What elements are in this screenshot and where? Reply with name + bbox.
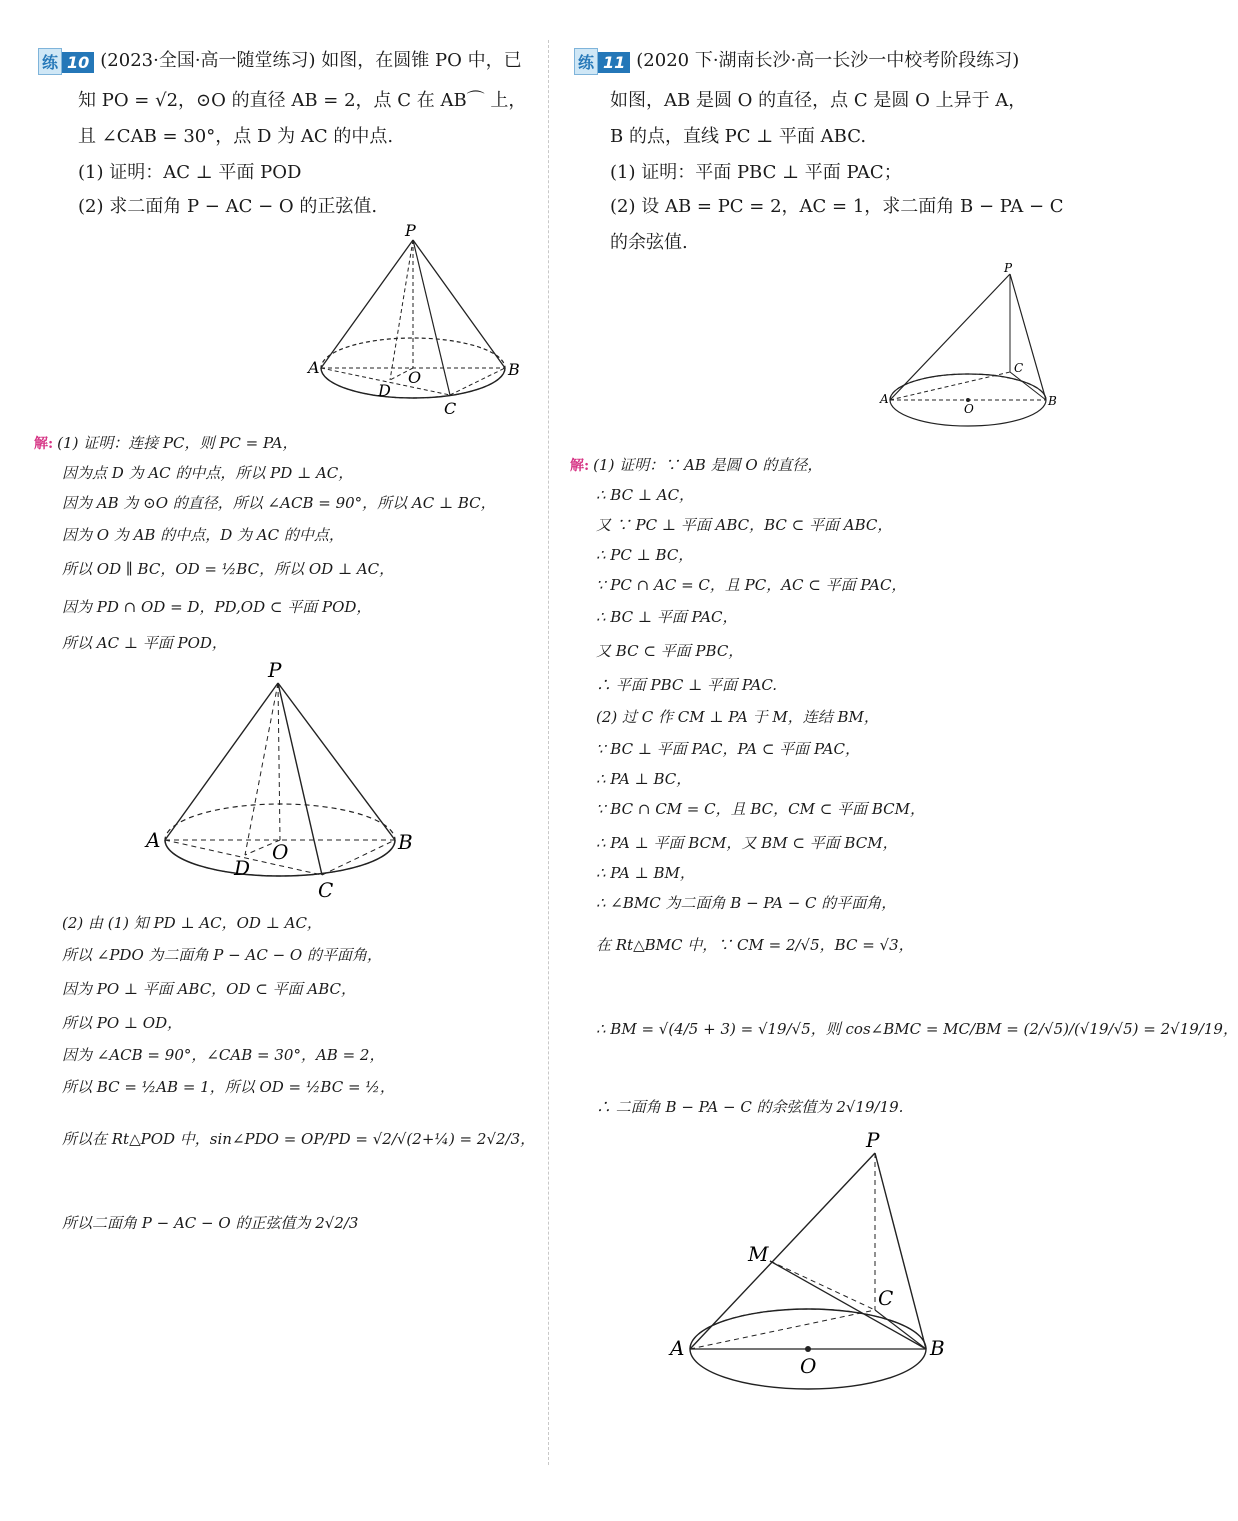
label-B: B bbox=[1048, 394, 1057, 408]
cone-figure-large bbox=[140, 655, 430, 905]
solution-line-17: ∴ BM = √(4/5 + 3) = √19/√5，则 cos∠BMC = MC/BM = (2/√5)/(√19/√5) = 2√19/19， bbox=[596, 1020, 1238, 1038]
solution-line-13: ∴ PA ⊥ 平面 BCM，又 BM ⊂ 平面 BCM， bbox=[596, 834, 898, 852]
problem-line-3: B 的点，直线 PC ⊥ 平面 ABC. bbox=[610, 126, 867, 147]
solution-line-1: 解: (1) 证明：∵ AB 是圆 O 的直径， bbox=[570, 456, 823, 474]
problem-line-2: 如图，AB 是圆 O 的直径，点 C 是圆 O 上异于 A， bbox=[610, 90, 1027, 111]
label-P: P bbox=[405, 221, 416, 240]
solution-line-9: (2) 过 C 作 CM ⊥ PA 于 M，连结 BM， bbox=[596, 708, 879, 726]
solution-line-5: 所以 OD ∥ BC，OD = ½BC，所以 OD ⊥ AC， bbox=[62, 560, 395, 578]
problem-line-3: 且 ∠CAB = 30°，点 D 为 AC 的中点. bbox=[78, 126, 394, 147]
column-divider bbox=[548, 40, 549, 1465]
solution-line-2: 因为点 D 为 AC 的中点，所以 PD ⊥ AC， bbox=[62, 464, 354, 482]
label-A-large: A bbox=[146, 828, 161, 852]
solution2-line-2: 所以 ∠PDO 为二面角 P − AC − O 的平面角， bbox=[62, 946, 382, 964]
problem-part-1: (1) 证明：AC ⊥ 平面 POD bbox=[78, 162, 302, 183]
label-O: O bbox=[964, 402, 974, 416]
problem-part-1: (1) 证明：平面 PBC ⊥ 平面 PAC； bbox=[610, 162, 902, 183]
solution2-line-1: (2) 由 (1) 知 PD ⊥ AC，OD ⊥ AC， bbox=[62, 914, 322, 932]
label-D-large: D bbox=[234, 856, 251, 880]
exercise-badge: 练 11 bbox=[574, 48, 630, 75]
solution-line-6: ∴ BC ⊥ 平面 PAC， bbox=[596, 608, 738, 626]
solution-line-1: 解: (1) 证明：连接 PC，则 PC = PA， bbox=[34, 434, 298, 452]
solution-line-3: 因为 AB 为 ⊙O 的直径，所以 ∠ACB = 90°，所以 AC ⊥ BC， bbox=[62, 494, 496, 512]
label-O-large: O bbox=[272, 840, 289, 864]
problem-line-6: 的余弦值. bbox=[610, 232, 688, 253]
label-B: B bbox=[508, 360, 520, 379]
solution-line-7: 又 BC ⊂ 平面 PBC， bbox=[596, 642, 744, 660]
solution2-line-4: 所以 PO ⊥ OD， bbox=[62, 1014, 183, 1032]
problem-line-2: 知 PO = √2，⊙O 的直径 AB = 2，点 C 在 AB⌒ 上， bbox=[78, 90, 527, 111]
label-C-large: C bbox=[878, 1286, 894, 1310]
label-B-large: B bbox=[398, 830, 413, 854]
solution-line-7: 所以 AC ⊥ 平面 POD， bbox=[62, 634, 227, 652]
label-O: O bbox=[408, 368, 422, 387]
label-A-large: A bbox=[670, 1336, 685, 1360]
label-P-large: P bbox=[866, 1128, 880, 1152]
cone-figure-small bbox=[300, 220, 530, 420]
label-D: D bbox=[378, 381, 391, 400]
right-column bbox=[550, 0, 1238, 1521]
pyramid-figure-small bbox=[880, 260, 1070, 430]
solution-line-4: ∴ PC ⊥ BC， bbox=[596, 546, 694, 564]
solution-line-18: ∴ 二面角 B − PA − C 的余弦值为 2√19/19. bbox=[596, 1098, 904, 1116]
solution-line-6: 因为 PD ∩ OD = D，PD,OD ⊂ 平面 POD， bbox=[62, 598, 372, 616]
problem-line-1: 练 11 (2020 下·湖南长沙·高一长沙一中校考阶段练习) bbox=[574, 46, 1019, 75]
solution-line-15: ∴ ∠BMC 为二面角 B − PA − C 的平面角， bbox=[596, 894, 897, 912]
solution2-line-8: 所以二面角 P − AC − O 的正弦值为 2√2/3 bbox=[62, 1214, 359, 1232]
solution-line-3: 又 ∵ PC ⊥ 平面 ABC，BC ⊂ 平面 ABC， bbox=[596, 516, 893, 534]
label-C: C bbox=[444, 399, 457, 418]
solution-line-10: ∵ BC ⊥ 平面 PAC，PA ⊂ 平面 PAC， bbox=[596, 740, 860, 758]
solution2-line-6: 所以 BC = ½AB = 1，所以 OD = ½BC = ½， bbox=[62, 1078, 395, 1096]
label-C: C bbox=[1014, 361, 1024, 375]
solution-line-2: ∴ BC ⊥ AC， bbox=[596, 486, 695, 504]
solution-line-16: 在 Rt△BMC 中，∵ CM = 2/√5，BC = √3， bbox=[596, 936, 914, 954]
solution2-line-5: 因为 ∠ACB = 90°，∠CAB = 30°，AB = 2， bbox=[62, 1046, 385, 1064]
label-O-large: O bbox=[800, 1354, 817, 1378]
solution-line-8: ∴ 平面 PBC ⊥ 平面 PAC. bbox=[596, 676, 778, 694]
problem-part-2: (2) 求二面角 P − AC − O 的正弦值. bbox=[78, 196, 378, 217]
label-A: A bbox=[880, 392, 889, 406]
solution2-line-3: 因为 PO ⊥ 平面 ABC，OD ⊂ 平面 ABC， bbox=[62, 980, 356, 998]
label-P: P bbox=[1004, 261, 1013, 275]
left-column bbox=[0, 0, 548, 1521]
problem-line-1: 练 10 (2023·全国·高一随堂练习) 如图，在圆锥 PO 中，已 bbox=[38, 46, 522, 75]
label-M-large: M bbox=[748, 1242, 769, 1266]
solution-line-12: ∵ BC ∩ CM = C，且 BC，CM ⊂ 平面 BCM， bbox=[596, 800, 926, 818]
solution2-line-7: 所以在 Rt△POD 中，sin∠PDO = OP/PD = √2/√(2+¼) = 2√2/3， bbox=[62, 1130, 536, 1148]
label-P-large: P bbox=[268, 658, 282, 682]
solution-line-11: ∴ PA ⊥ BC， bbox=[596, 770, 692, 788]
label-C-large: C bbox=[318, 878, 334, 902]
solution-line-4: 因为 O 为 AB 的中点，D 为 AC 的中点， bbox=[62, 526, 344, 544]
problem-part-2: (2) 设 AB = PC = 2，AC = 1，求二面角 B − PA − C bbox=[610, 196, 1064, 217]
exercise-badge: 练 10 bbox=[38, 48, 94, 75]
label-B-large: B bbox=[930, 1336, 945, 1360]
pyramid-figure-large bbox=[670, 1125, 970, 1395]
solution-line-5: ∵ PC ∩ AC = C，且 PC，AC ⊂ 平面 PAC， bbox=[596, 576, 907, 594]
label-A: A bbox=[308, 358, 320, 377]
solution-line-14: ∴ PA ⊥ BM， bbox=[596, 864, 695, 882]
